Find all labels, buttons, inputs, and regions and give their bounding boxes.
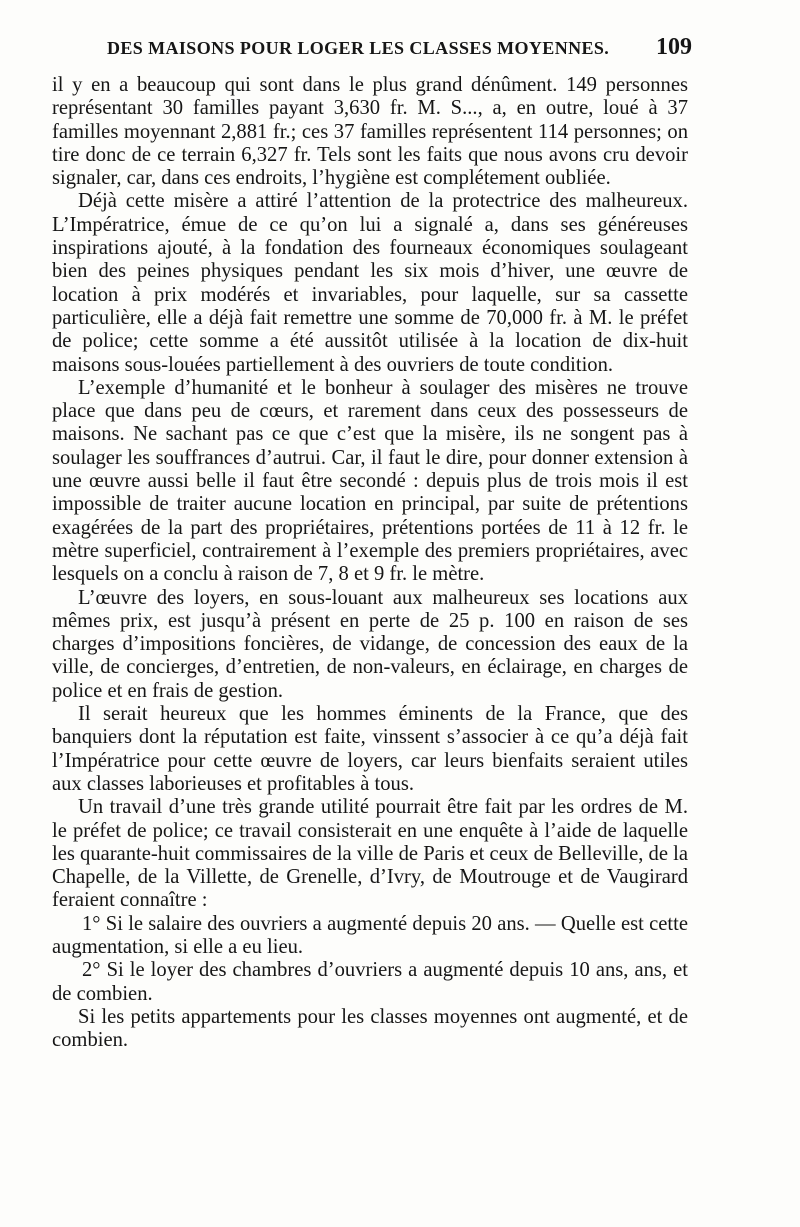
paragraph-small-apartments: Si les petits appartements pour les classes moyennes ont augmenté, et de combien. <box>52 1005 688 1052</box>
enquete-item-salaries: 1° Si le salaire des ouvriers a augmenté depuis 20 ans. — Quelle est cette augmentation, si elle a eu lieu. <box>52 912 688 958</box>
paragraph-oeuvre-loyers: L’œuvre des loyers, en sous-louant aux malheureux ses locations aux mêmes prix, est jusqu’à présent en perte de 25 p. 100 en raison de ses charges d’impositions foncières, de vidange, de concession des eaux de la ville, de concierges, d’entretien, de non-valeurs, en éclairage, en charges de police et en frais de gestion. <box>52 586 688 702</box>
page-header <box>52 34 692 68</box>
enquete-item-rents: 2° Si le loyer des chambres d’ouvriers a augmenté depuis 10 ans, ans, et de combien. <box>52 959 688 1005</box>
page-number: 109 <box>656 34 692 60</box>
paragraph-empress: Déjà cette misère a attiré l’attention de la protectrice des malheureux. L’Impératrice, émue de ce qu’on lui a signalé a, dans ses généreuses inspirations ajouté, à la fondation des fourneaux économiques soulageant bien des peines physiques pendant les six mois d’hiver, une œuvre de location à prix modérés et invariables, pour laquelle, sur sa cassette particulière, elle a déjà fait remettre une somme de 70,000 fr. à M. le préfet de police; cette somme a été aussitôt utilisée à la location de dix-huit maisons sous-louées partiellement à des ouvriers de toute condition. <box>52 190 688 376</box>
paragraph-continuation: il y en a beaucoup qui sont dans le plus grand dénûment. 149 personnes représentant 30 familles payant 3,630 fr. M. S..., a, en outre, loué à 37 familles moyennant 2,881 fr.; ces 37 familles représentent 114 personnes; on tire donc de ce terrain 6,327 fr. Tels sont les faits que nous avons cru devoir signaler, car, dans ces endroits, l’hygiène est complétement oubliée. <box>52 74 688 190</box>
paragraph-humanity: L’exemple d’humanité et le bonheur à soulager des misères ne trouve place que dans peu de cœurs, et rarement dans ceux des possesseurs de maisons. Ne sachant pas ce que c’est que la misère, ils ne songent pas à soulager les souffrances d’autrui. Car, il faut le dire, pour donner extension à une œuvre aussi belle il faut être secondé : depuis plus de trois mois il est impossible de traiter aucune location en principal, par suite de prétentions exagérées de la part des propriétaires, prétentions portées de 11 à 12 fr. le mètre superficiel, contrairement à l’exemple des premiers propriétaires, avec lesquels on a conclu à raison de 7, 8 et 9 fr. le mètre. <box>52 376 688 586</box>
paragraph-bankers: Il serait heureux que les hommes éminents de la France, que des banquiers dont la réputation est faite, vinssent s’associer à ce qu’a déjà fait l’Impératrice pour cette œuvre de loyers, car leurs bienfaits seraient utiles aux classes laborieuses et profitables à tous. <box>52 703 688 795</box>
running-title: DES MAISONS POUR LOGER LES CLASSES MOYENNES. <box>107 38 610 58</box>
body-text <box>52 74 688 1052</box>
paragraph-enquete: Un travail d’une très grande utilité pourrait être fait par les ordres de M. le préfet de police; ce travail consisterait en une enquête à l’aide de laquelle les quarante-huit commissaires de la ville de Paris et ceux de Belleville, de la Chapelle, de la Villette, de Grenelle, d’Ivry, de Moutrouge et de Vaugirard feraient connaître : <box>52 796 688 912</box>
